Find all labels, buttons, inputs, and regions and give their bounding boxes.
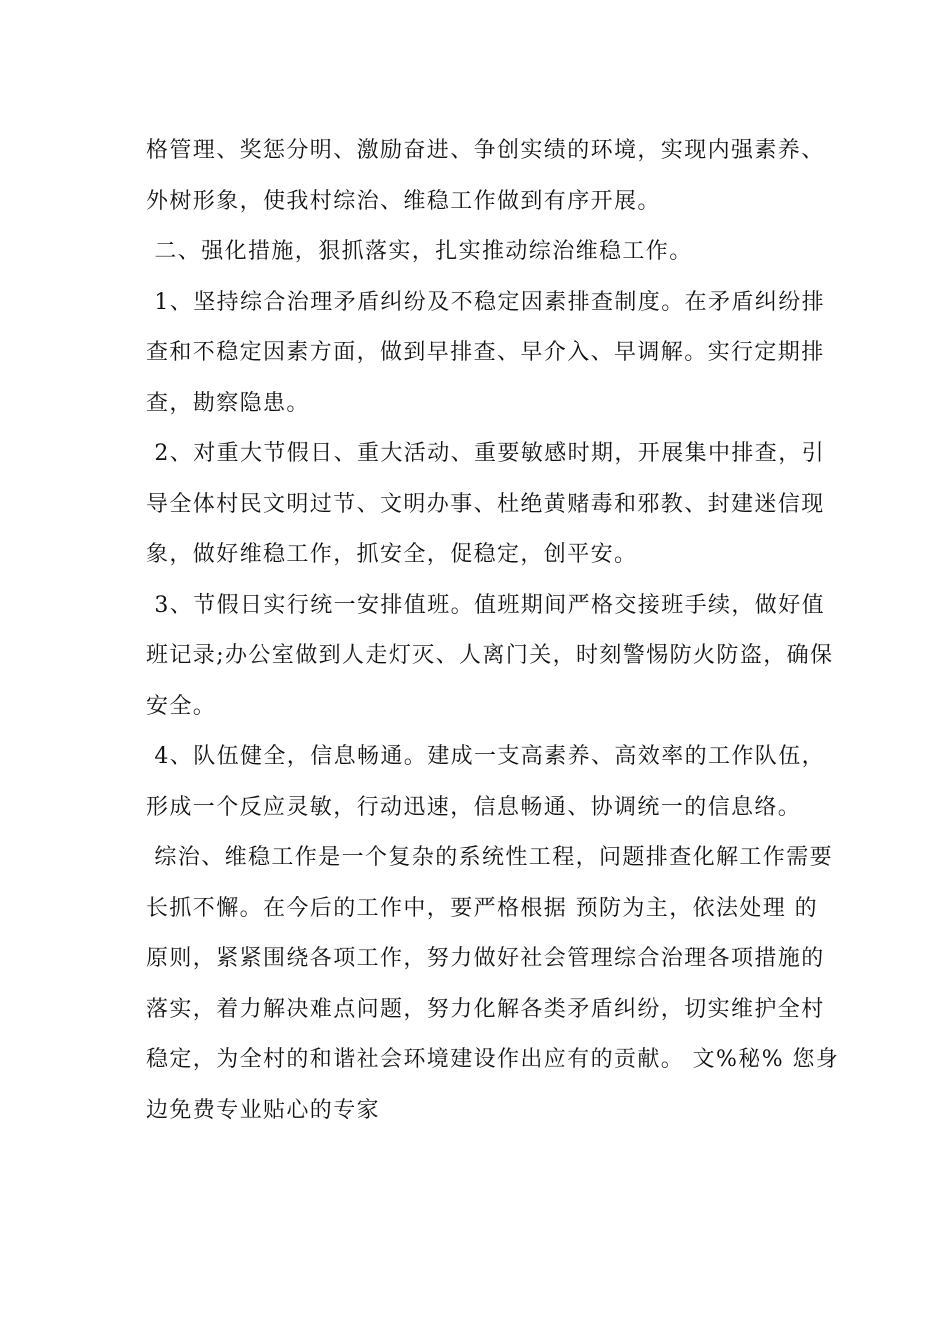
text-line: 查和不稳定因素方面，做到早排查、早介入、早调解。实行定期排 <box>146 340 825 365</box>
text-line: 导全体村民文明过节、文明办事、杜绝黄赌毒和邪教、封建迷信现 <box>146 491 825 517</box>
text-line: 1、坚持综合治理矛盾纠纷及不稳定因素排查制度。在矛盾纠纷排 <box>146 289 825 315</box>
text-line: 形成一个反应灵敏，行动迅速，信息畅通、协调统一的信息络。 <box>146 794 802 820</box>
text-line: 查，勘察隐患。 <box>146 390 310 416</box>
text-line: 原则，紧紧围绕各项工作，努力做好社会管理综合治理各项措施的 <box>146 946 825 971</box>
text-line: 4、队伍健全，信息畅通。建成一支高素养、高效率的工作队伍， <box>146 744 825 769</box>
text-line: 格管理、奖惩分明、激励奋进、争创实绩的环境，实现内强素养、 <box>146 138 825 163</box>
text-line: 稳定，为全村的和谐社会环境建设作出应有的贡献。 文%秘% 您身 <box>146 1047 840 1072</box>
text-line: 安全。 <box>146 693 217 719</box>
section-heading: 二、强化措施，狠抓落实，扎实推动综治维稳工作。 <box>146 239 693 264</box>
document-body <box>146 126 840 1136</box>
text-line: 3、节假日实行统一安排值班。值班期间严格交接班手续，做好值 <box>146 592 825 618</box>
text-line: 边免费专业贴心的专家 <box>146 1097 381 1123</box>
text-line: 班记录;办公室做到人走灯灭、人离门关，时刻警惕防火防盗，确保 <box>146 643 834 668</box>
text-line: 长抓不懈。在今后的工作中，要严格根据 预防为主，依法处理 的 <box>146 895 818 921</box>
text-line: 外树形象，使我村综治、维稳工作做到有序开展。 <box>146 188 661 214</box>
text-line: 综治、维稳工作是一个复杂的系统性工程，问题排查化解工作需要 <box>146 845 833 870</box>
text-line: 2、对重大节假日、重大活动、重要敏感时期，开展集中排查，引 <box>146 441 825 466</box>
text-line: 落实，着力解决难点问题，努力化解各类矛盾纠纷，切实维护全村 <box>146 996 825 1022</box>
text-line: 象，做好维稳工作，抓安全，促稳定，创平安。 <box>146 542 638 567</box>
